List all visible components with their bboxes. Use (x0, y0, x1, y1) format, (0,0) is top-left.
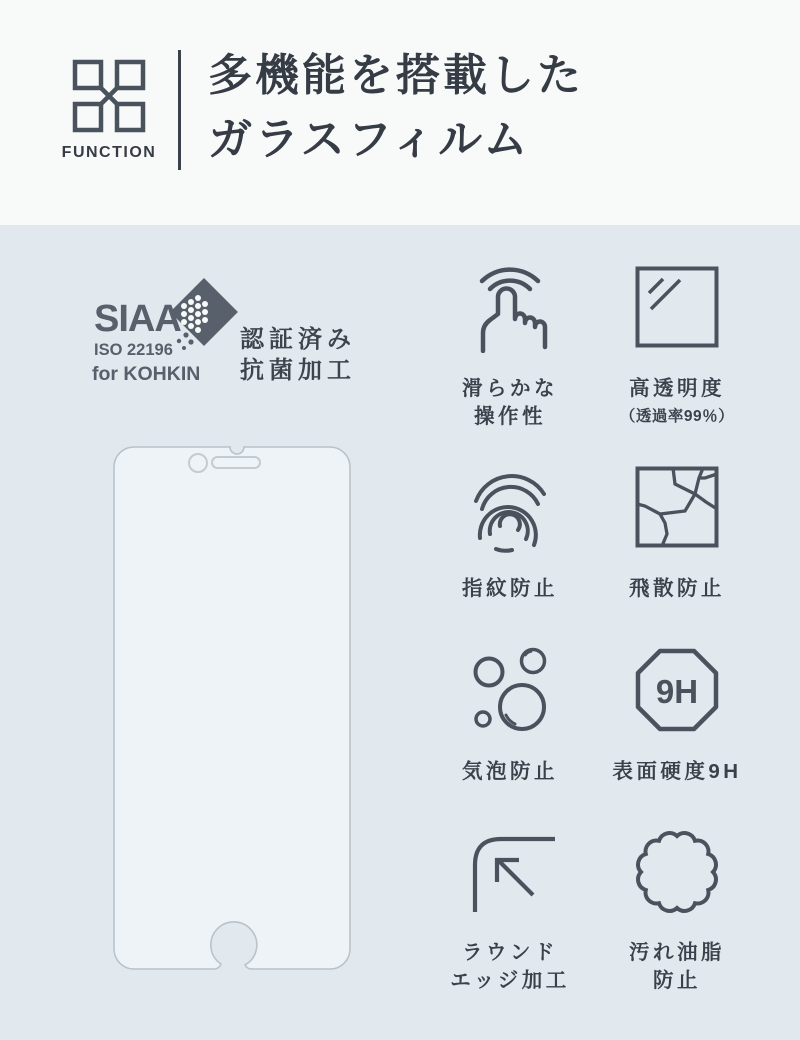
feature-high-clarity (567, 262, 787, 431)
page-title (208, 44, 584, 172)
siaa-kohkin-text: for KOHKIN (92, 363, 201, 385)
title-line-2: ガラスフィルム (208, 115, 531, 164)
header-divider (178, 50, 181, 170)
function-badge-label: FUNCTION (61, 144, 157, 161)
glass-film-illustration (106, 438, 358, 978)
feature-anti-shatter (567, 462, 787, 603)
feature-label: ラウンド エッジ加工 (450, 941, 570, 992)
siaa-logo (88, 278, 258, 393)
certification-caption-line-1: 認証済み (240, 326, 356, 353)
siaa-iso-text: ISO 22196 (94, 341, 173, 359)
feature-surface-hardness (567, 645, 787, 786)
title-line-1: 多機能を搭載した (208, 51, 584, 100)
clear-glass-icon (567, 262, 787, 352)
feature-label: 滑らかな 操作性 (462, 377, 558, 428)
certification-caption (240, 324, 356, 386)
certification-caption-line-2: 抗菌加工 (240, 357, 356, 384)
feature-label: 表面硬度9H (612, 760, 742, 783)
film-outline (114, 447, 350, 969)
oil-repel-icon (567, 826, 787, 916)
feature-label: 高透明度 （透過率99％） (619, 377, 735, 425)
feature-anti-oil (567, 826, 787, 995)
feature-label: 気泡防止 (462, 760, 558, 783)
function-grid-icon (72, 59, 146, 133)
cracked-glass-icon (567, 462, 787, 552)
feature-label: 指紋防止 (462, 577, 558, 600)
header-section (0, 0, 800, 225)
siaa-brand-text: SIAA (94, 298, 181, 340)
hardness-9h-icon (567, 645, 787, 735)
hardness-badge-text: 9H (655, 673, 699, 710)
feature-label: 飛散防止 (629, 577, 725, 600)
feature-label: 汚れ油脂 防止 (629, 941, 725, 992)
